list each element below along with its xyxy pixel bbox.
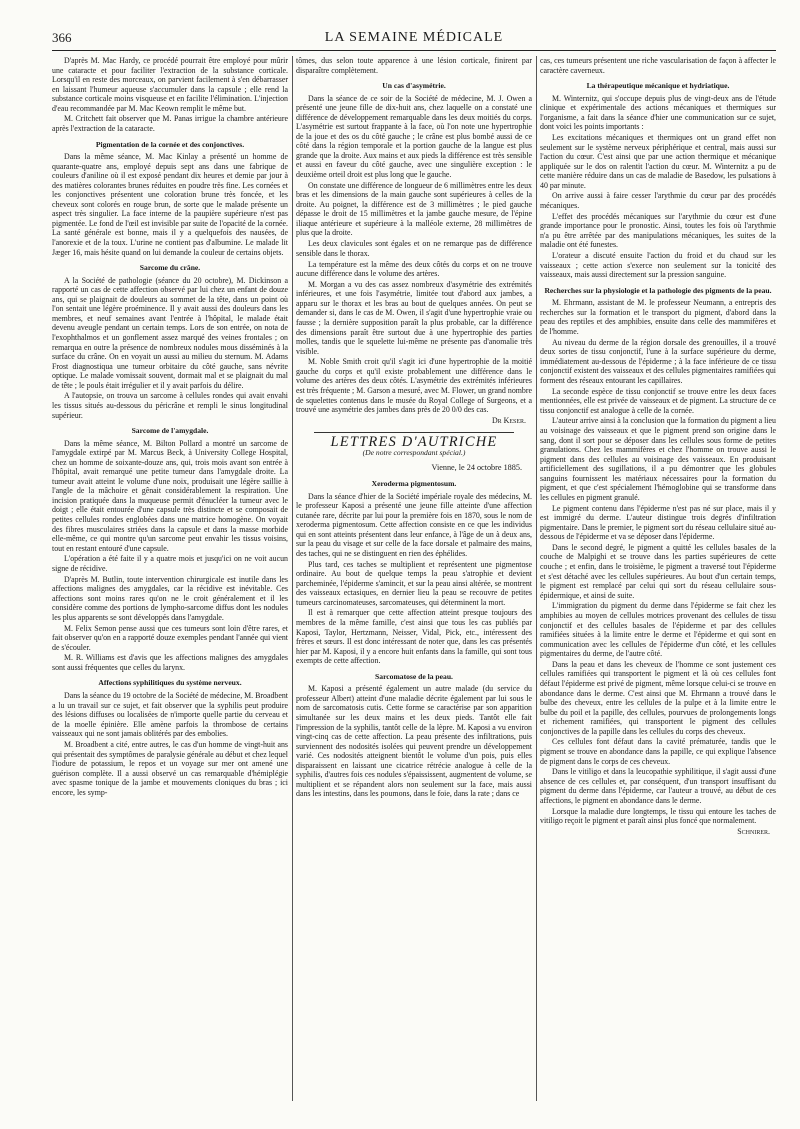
paragraph: L'orateur a discuté ensuite l'action du froid et du chaud sur les vaisseaux ; cette action s'exerce non seulement sur la tonicité des vaisseaux, mais aussi directement sur la pression sanguine. bbox=[540, 251, 776, 280]
paragraph: Dans le vitiligo et dans la leucopathie syphilitique, il s'agit aussi d'une absence de ces cellules et, par conséquent, d'un transport insuffisant du pigment du derme dans l'épiderme, car l'auteur a trouvé, au début de ces affections, le pigment en abondance dans le derme. bbox=[540, 767, 776, 805]
section-title: La thérapeutique mécanique et hydriatique. bbox=[586, 81, 730, 91]
paragraph: Il est à remarquer que cette affection atteint presque toujours des membres de la même famille, c'est ainsi que tous les cas publiés par Kaposi, Taylor, Hertzmann, Neisser, Vidal, Pick, etc., intéressent des frères et sœurs. Il est donc intéressant de noter que, dans les cas présentés hier par M. Kaposi, il y a encore huit enfants dans la famille, qui sont tous exempts de cette affection. bbox=[296, 608, 532, 666]
column-right bbox=[540, 56, 776, 836]
paragraph: Dans la séance de ce soir de la Société de médecine, M. J. Owen a présenté une jeune fille de dix-huit ans, chez laquelle on a constaté une différence de développement remarquable dans les deux moitiés du corps. L'asymétrie est surtout frappante à la face, où l'on note une hypertrophie de la joue et des os du côté gauche ; le crâne est plus bombé aussi de ce côté dans la région temporale et la portion gauche de la langue est plus grande que la droite. Aux mains et aux pieds la différence est très sensible et aussi en faveur du côté gauche, avec une singulière exception : le deuxième orteil droit est plus long que le gauche. bbox=[296, 93, 532, 180]
paragraph: cas, ces tumeurs présentent une riche vascularisation de façon à affecter le caractère caverneux. bbox=[540, 56, 776, 75]
section-title: Recherches sur la physiologie et la pathologie des pigments de la peau. bbox=[544, 285, 772, 295]
paragraph: Dans la séance du 19 octobre de la Société de médecine, M. Broadbent a lu un travail sur ce sujet, et fait observer que la syphilis peut produire des lésions diffuses ou localisées de n'importe quelle partie du cerveau et de la moelle épinière. Elle amène parfois la thrombose de certains vaisseaux qui ne sont jamais oblitérés par des embolies. bbox=[52, 691, 288, 739]
paragraph: Plus tard, ces taches se multiplient et représentent une pigmentose ordinaire. Au bout de quelque temps la peau s'atrophie et devient parcheminée, l'épiderme s'amincit, et sur la peau ainsi altérée, se montrent des vaisseaux ectasiques, en dernier lieu la peau se recouvre de petites tumeurs carcinomateuses, sarcomateuses, qui déterminent la mort. bbox=[296, 559, 532, 607]
paragraph: L'immigration du pigment du derme dans l'épiderme se fait chez les amphibies au moyen de cellules motrices provenant des cellules de tissu conjonctif et des cellules basales de l'épiderme et par des cellules ramifiées situées à la limite entre le derme et l'épiderme et qui sont en communication avec les cellules de l'épiderme d'un côté, et les cellules pigmentaires du derme, de l'autre côté. bbox=[540, 601, 776, 659]
paragraph: Ces cellules font défaut dans la cavité prématurée, tandis que le pigment se trouve en abondance dans la papille, ce qui explique l'absence de pigment dans le corps de ces cheveux. bbox=[540, 737, 776, 766]
section-divider bbox=[314, 432, 514, 433]
paragraph: L'auteur arrive ainsi à la conclusion que la formation du pigment a lieu au voisinage des vaisseaux et que le pigment prend son origine dans le sang, dont il sort pour se déposer dans les cellules sous forme de petites granulations. Chez les mammifères et chez l'homme on trouve aussi le pigment dans des cellules au voisinage des vaisseaux. En produisant artificiellement des sugillations, il a pu démontrer que les globules sanguins fournissent les matériaux nécessaires pour la formation du pigment, et que c'est spécialement l'hémoglobine qui se transforme dans les cellules en pigment granulé. bbox=[540, 416, 776, 502]
paragraph: Dans la même séance, M. Bilton Pollard a montré un sarcome de l'amygdale extirpé par M. Marcus Beck, à University College Hospital, chez un homme de soixante-douze ans, qui, trois mois avant son entrée à l'hôpital, avait remarqué une petite tumeur dans l'amygdale droite. La tumeur avait atteint le volume d'une noix, produisait une légère saillie à l'angle de la mâchoire et gênait considérablement la respiration. Une incision pratiquée dans la muqueuse permit d'énucléer la tumeur avec le doigt ; elle était entourée d'une capsule très distincte et se composait de petites cellules rondes englobées dans une matrice homogène. On voyait des fibres musculaires striées dans la capsule et dans la masse morbide elle-même, ce qui montre qu'un sarcome peut envahir les tissus voisins, tout en restant entouré d'une capsule. bbox=[52, 438, 288, 553]
paragraph: L'opération a été faite il y a quatre mois et jusqu'ici on ne voit aucun signe de récidive. bbox=[52, 554, 288, 573]
section-title: Sarcomatose de la peau. bbox=[375, 671, 453, 681]
paragraph: Dans le second degré, le pigment a quitté les cellules basales de la couche de Malpighi et se trouve dans les parties supérieures de cette couche ; et enfin, dans le troisième, le pigment a traversé tout l'épiderme et s'est détaché avec les cellules supérieures. Au bout d'un certain temps, le pigment est remplacé par celui qui sort du réseau cellulaire sous-épidermique, et ainsi de suite. bbox=[540, 542, 776, 600]
paragraph: A l'autopsie, on trouva un sarcome à cellules rondes qui avait envahi les tissus situés au-dessous du péricrâne et rempli le sinus longitudinal supérieur. bbox=[52, 391, 288, 420]
section-title: Affections syphilitiques du système nerveux. bbox=[98, 678, 242, 688]
paragraph: On constate une différence de longueur de 6 millimètres entre les deux bras et les dimensions de la main gauche sont supérieures à celles de la droite. Au poignet, la différence est de 3 millimètres ; le pied gauche dépasse le droit de 15 millimètres et la jambe gauche mesure, de l'épine iliaque antérieure et supérieure à la malléole externe, 28 millimètres de plus que la droite. bbox=[296, 180, 532, 238]
dateline: Vienne, le 24 octobre 1885. bbox=[431, 463, 522, 473]
paragraph: M. Winternitz, qui s'occupe depuis plus de vingt-deux ans de l'étude clinique et expérimentale des actions mécaniques et thermiques sur l'organisme, a fait dans la séance d'hier une communication sur ce sujet, dont voici les points importants : bbox=[540, 93, 776, 132]
section-title: Un cas d'asymétrie. bbox=[382, 81, 446, 91]
paragraph: Dans la peau et dans les cheveux de l'homme ce sont justement ces cellules ramifiées qui transportent le pigment et là où ces cellules font défaut l'épiderme est privé de pigment, même lorsque celui-ci se trouve en abondance dans le derme. C'est ainsi que M. Ehrmann a trouvé dans le bulbe des cheveux, entre les cellules de la pulpe et à la limite entre le bulbe du poil et la papille, des cellules, pourvues de prolongements longs et richement ramifiées, qui transportent le pigment des cellules conjonctives de la papille dans les cellules du corps des cheveux. bbox=[540, 659, 776, 736]
paragraph: Les excitations mécaniques et thermiques ont un grand effet non seulement sur le système nerveux périphérique et central, mais aussi sur l'action du cœur. C'est ainsi que par une action thermique et mécanique appliquée sur le dos on ralentit l'action du cœur. M. Winternitz a pu de cette manière réduire dans un cas de maladie de Basedow, les pulsations à 40 par minute. bbox=[540, 133, 776, 190]
paragraph: D'après M. Butlin, toute intervention chirurgicale est inutile dans les affections malignes des amygdales, car la récidive est inévitable. Ces affections sont moins rares qu'on ne le croit généralement et il les considère comme des portions de lympho-sarcome diffus dont les nodules les plus apparents se sont développés dans l'amygdale. bbox=[52, 574, 288, 622]
header-rule bbox=[52, 50, 776, 51]
paragraph: La seconde espèce de tissu conjonctif se trouve entre les deux faces mentionnées, elle est privée de vaisseaux et de pigment. La structure de ce tissu conjonctif est analogue à celle de la cornée. bbox=[540, 386, 776, 415]
column-left bbox=[52, 56, 288, 798]
article-author: Dr Keser. bbox=[491, 415, 526, 425]
section-title: Sarcome du crâne. bbox=[139, 263, 201, 273]
paragraph: Le pigment contenu dans l'épiderme n'est pas né sur place, mais il y est immigré du derme. L'auteur distingue trois degrés d'infiltration pigmentaire. Dans le premier, le pigment sort du réseau cellulaire situé au-dessous de l'épiderme et va se déposer dans l'épiderme. bbox=[540, 503, 776, 542]
section-title: Xeroderma pigmentosum. bbox=[371, 479, 457, 488]
paragraph: L'effet des procédés mécaniques sur l'arythmie du cœur est d'une grande importance pour le pronostic. Ainsi, toutes les fois où l'arythmie n'a pu être arrêtée par des manipulations mécaniques, les suites de la maladie ont été funestes. bbox=[540, 211, 776, 250]
paragraph: La température est la même des deux côtés du corps et on ne trouve aucune différence dans le volume des artères. bbox=[296, 259, 532, 279]
paragraph: Dans la séance d'hier de la Société impériale royale des médecins, M. le professeur Kaposi a présenté une jeune fille atteinte d'une affection cutanée rare, décrite par lui pour la première fois en 1870, sous le nom de xeroderma pigmentosum. Cette affection consiste en ce que les individus qui en sont atteints présentent dans leur enfance, à l'âge de un à deux ans, sur la peau du visage et sur celle de la face dorsale et palmaire des mains, des taches, qui ne se distinguent en rien des éphélides. bbox=[296, 491, 532, 558]
paragraph: M. Ehrmann, assistant de M. le professeur Neumann, a entrepris des recherches sur la formation et le transport du pigment, d'abord dans la peau des reptiles et des amphibies, ensuite dans celle des mammifères et de l'homme. bbox=[540, 298, 776, 336]
lettres-heading: LETTRES D'AUTRICHE bbox=[330, 434, 498, 451]
lettres-subheading: (De notre correspondant spécial.) bbox=[362, 447, 466, 457]
page-header bbox=[52, 28, 776, 52]
paragraph: On arrive aussi à faire cesser l'arythmie du cœur par des procédés mécaniques. bbox=[540, 191, 776, 211]
paragraph: Au niveau du derme de la région dorsale des grenouilles, il a trouvé deux sortes de tissu conjonctif, l'une à la surface supérieure du derme, immédiatement au-dessous de l'épiderme ; à la face inférieure de ce tissu conjonctif existent des vaisseaux et des cellules pigmentaires ramifiées qui forment des réseaux entourant les capillaires. bbox=[540, 337, 776, 385]
article-author: Schnirer. bbox=[737, 826, 770, 836]
paragraph: D'après M. Mac Hardy, ce procédé pourrait être employé pour mûrir une cataracte et pour faciliter l'extraction de la substance corticale. Lorsqu'il en reste des morceaux, on parvient facilement à s'en débarrasser en laissant l'humeur aqueuse s'accumuler dans la capsule ; elle rend la substance corticale moins visqueuse et en facilite l'élimination. L'injection d'eau recommandée par M. Mac Keown remplit le même but. bbox=[52, 56, 288, 113]
journal-title: LA SEMAINE MÉDICALE bbox=[324, 30, 504, 45]
paragraph: M. Broadbent a cité, entre autres, le cas d'un homme de vingt-huit ans qui présentait des symptômes de paralysie générale au début et chez lequel l'iodure de potassium, le repos et un voyage sur mer ont amené une guérison complète. Il a aussi observé un cas remarquable d'hémiplégie avec spasme tonique de la jambe et mouvements cloniques du bras ; ici encore, les symp- bbox=[52, 739, 288, 797]
paragraph: M. Felix Semon pense aussi que ces tumeurs sont loin d'être rares, et fait observer qu'on en a rapporté douze exemples pendant l'année qui vient de s'écouler. bbox=[52, 623, 288, 652]
column-middle bbox=[296, 56, 532, 800]
paragraph: M. R. Williams est d'avis que les affections malignes des amygdales sont aussi fréquentes que celles du larynx. bbox=[52, 653, 288, 672]
paragraph: M. Kaposi a présenté également un autre malade (du service du professeur Albert) atteint d'une maladie décrite également par lui sous le nom de sarcomatosis cutis. Cette forme se caractérise par son apparition simultanée sur les deux mains et les deux pieds. Tantôt elle fait l'impression de la syphilis, tantôt celle de la lèpre. M. Kaposi a vu environ vingt-cinq cas de cette affection. La peau présente des infiltrations, puis surviennent des nodosités isolées qui peuvent prendre un développement varié. Ces nodosités atteignent bientôt le volume d'un pois, puis elles disparaissent en laissant une cicatrice rétrécie analogue à celle de la syphilis, d'autres fois ces nodules s'épaississent, augmentent de volume, se multiplient et se répandent alors non seulement sur la face, mais aussi dans les intestins, dans les poumons, dans le foie, dans la rate ; dans ce bbox=[296, 684, 532, 799]
column-divider bbox=[292, 56, 293, 1101]
page-number: 366 bbox=[52, 30, 72, 45]
section-title: Sarcome de l'amygdale. bbox=[131, 426, 209, 436]
paragraph: Les deux clavicules sont égales et on ne remarque pas de différence sensible dans le thorax. bbox=[296, 239, 532, 258]
paragraph: M. Morgan a vu des cas assez nombreux d'asymétrie des extrémités inférieures, et une fois l'asymétrie, limitée tout d'abord aux jambes, a apparu sur le thorax et les bras au bout de quelques années. On peut se demander si, dans le cas de M. Owen, il s'agit d'une hypertrophie vraie ou fausse ; la dernière supposition paraît la plus probable, car la différence des dimensions paraît être surtout due à une hypertrophie des parties molles, tandis que le squelette lui-même ne présente pas d'anomalie très visible. bbox=[296, 279, 532, 356]
paragraph: Dans la même séance, M. Mac Kinlay a présenté un homme de quarante-quatre ans, employé depuis sept ans dans une fabrique de couleurs d'aniline où il est exposé pendant dix heures et demie par jour à des matières colorantes brunes réduites en poudre très fine. Les cornées et les conjonctives présentent une coloration brune très foncée, et les cheveux sont colorés en rouge brun, de sorte que le malade présente un aspect très singulier. La face interne de la paupière supérieure n'est pas pigmentée. Le fond de l'œil est invisible par suite de l'opacité de la cornée. La santé générale est bonne, mais il y a quelquefois des nausées, de l'anorexie et de la toux. L'urine ne contient pas d'albumine. Le malade lit Jæger 16, mais hésite quand on lui demande la couleur de certains objets. bbox=[52, 152, 288, 257]
paragraph: A la Société de pathologie (séance du 20 octobre), M. Dickinson a rapporté un cas de cette affection observé par lui chez un enfant de douze ans, qui se plaignait de douleurs au sommet de la tête, dans un point où l'on sentait une légère proéminence. Il y avait aussi des douleurs dans les membres, et neuf semaines avant l'entrée à l'hôpital, le malade était devenu aveugle pendant un certain temps. Lors de son entrée, on nota de l'exophthalmos et un gonflement assez marqué des veines frontales ; on remarqua en outre la présence de nombreux nodules mous disséminés à la surface du crâne. On en voyait un aussi au milieu du sternum. M. Adams Frost diagnostiqua une tumeur orbitaire du côté gauche, sans névrite optique. Le malade vomissait souvent, dormait mal et se plaignait du mal de tête ; le pouls était irrégulier et il y avait parfois du délire. bbox=[52, 275, 288, 390]
paragraph: Lorsque la maladie dure longtemps, le tissu qui entoure les taches de vitiligo reçoit le pigment et paraît ainsi plus foncé que normalement. bbox=[540, 806, 776, 826]
paragraph: tômes, dus selon toute apparence à une lésion corticale, finirent par disparaître complètement. bbox=[296, 56, 532, 75]
section-title: Pigmentation de la cornée et des conjonctives. bbox=[95, 139, 245, 149]
paragraph: M. Critchett fait observer que M. Panas irrigue la chambre antérieure après l'extraction de la cataracte. bbox=[52, 114, 288, 134]
column-divider bbox=[536, 56, 537, 1101]
paragraph: M. Noble Smith croit qu'il s'agit ici d'une hypertrophie de la moitié gauche du corps et qu'il existe probablement une différence dans le volume des artères des deux côtés. L'asymétrie des extrémités inférieures est très fréquente ; M. Garson a mesuré, avec M. Flower, un grand nombre de squelettes contenus dans le musée du Royal College of Surgeons, et a trouvé une asymétrie des jambes dans près de 20 0/0 des cas. bbox=[296, 357, 532, 415]
